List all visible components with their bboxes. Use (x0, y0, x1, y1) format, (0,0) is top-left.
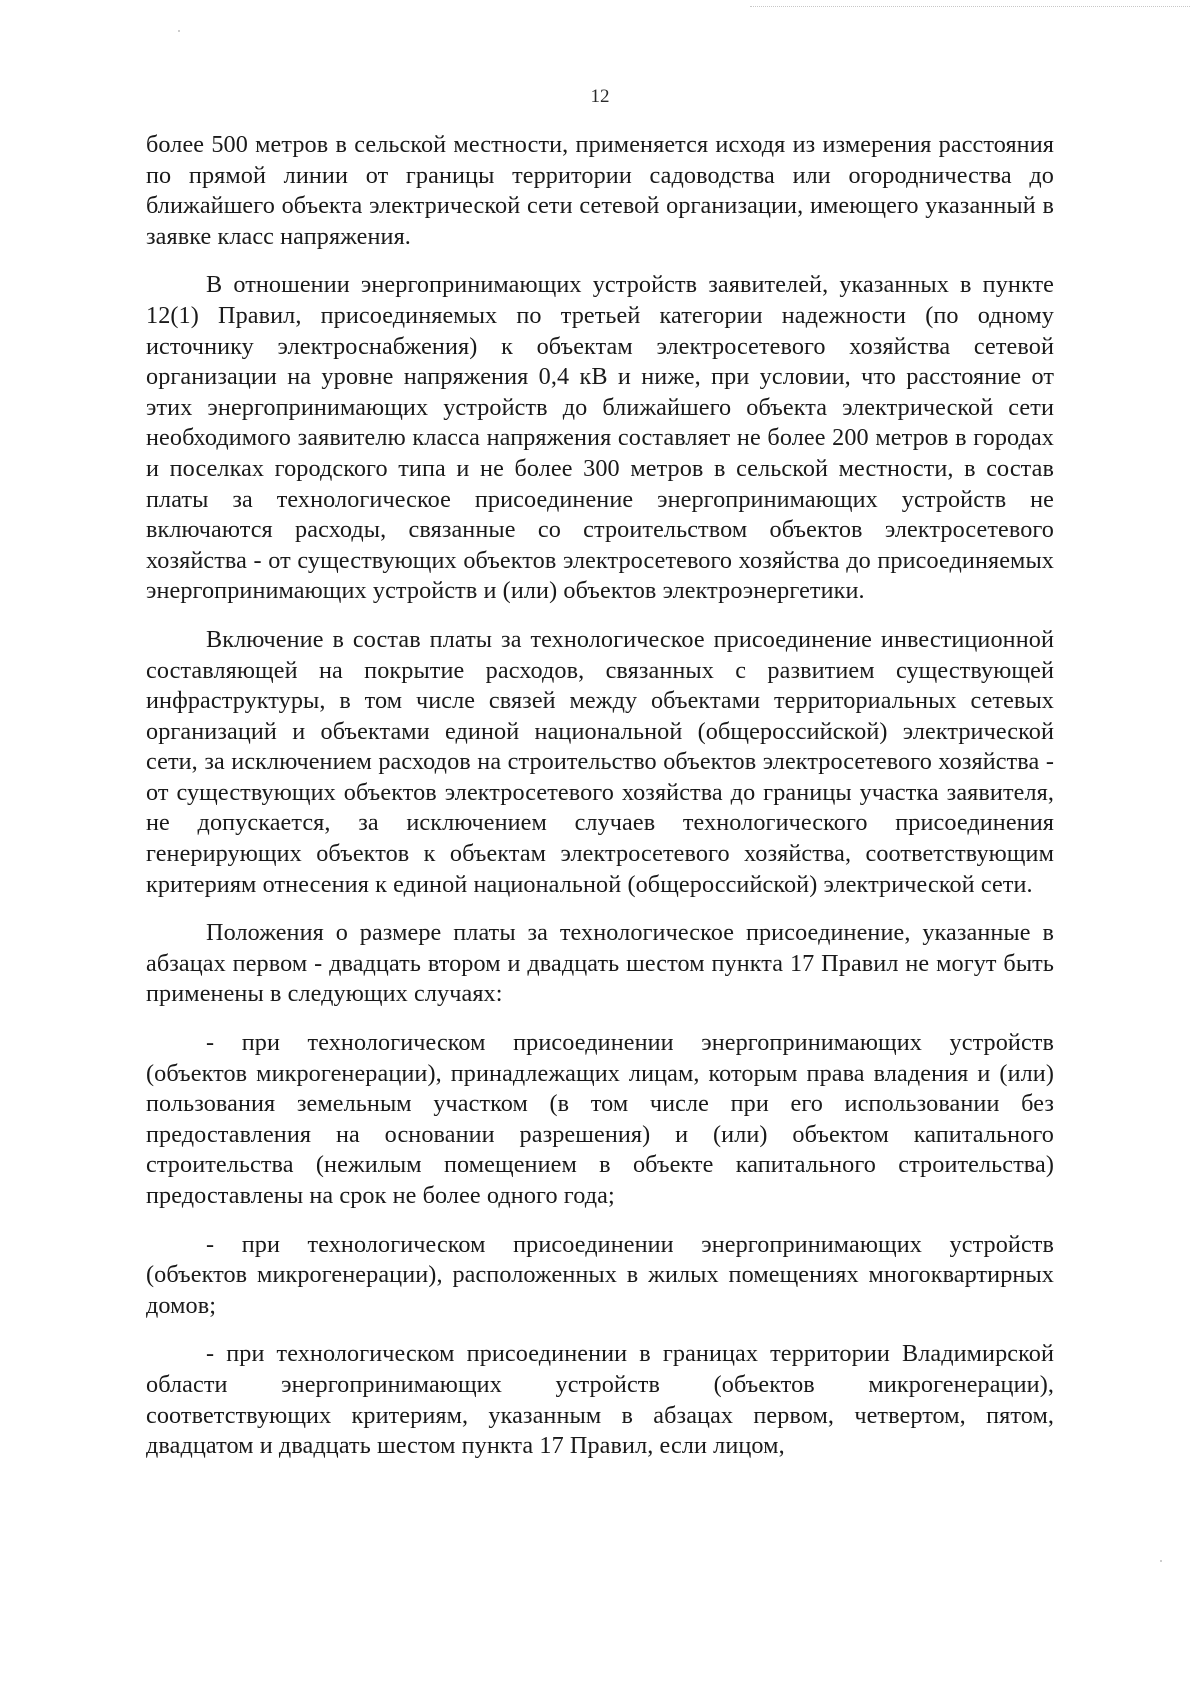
paragraph: В отношении энергопринимающих устройств заявителей, указанных в пункте 12(1) Правил, присоединяемых по третьей категории надежности (по одному источнику электроснабжения) к объектам электросетевого хозяйства сетевой организации на уровне напряжения 0,4 кВ и ниже, при условии, что расстояние от этих энергопринимающих устройств до ближайшего объекта электрической сети необходимого заявителю класса напряжения составляет не более 200 метров в городах и поселках городского типа и не более 300 метров в сельской местности, в состав платы за технологическое присоединение энергопринимающих устройств не включаются расходы, связанные со строительством объектов электросетевого хозяйства - от существующих объектов электросетевого хозяйства до присоединяемых энергопринимающих устройств и (или) объектов электроэнергетики. (146, 271, 1054, 605)
paragraph-continuation: более 500 метров в сельской местности, применяется исходя из измерения расстояния по прямой линии от границы территории садоводства или огородничества до ближайшего объекта электрической сети сетевой организации, имеющего указанный в заявке класс напряжения. (146, 131, 1054, 250)
list-item: - при технологическом присоединении энергопринимающих устройств (объектов микрогенерации), принадлежащих лицам, которым права владения и (или) пользования земельным участком (в том числе при его использовании без предоставления на основании разрешения) и (или) объектом капитального строительства (нежилым помещением в объекте капитального строительства) предоставлены на срок не более одного года; (146, 1029, 1054, 1209)
scan-artifact (750, 6, 1190, 10)
list-item: - при технологическом присоединении в границах территории Владимирской области энергопринимающих устройств (объектов микрогенерации), соответствующих критериям, указанным в абзацах первом, четвертом, пятом, двадцатом и двадцать шестом пункта 17 Правил, если лицом, (146, 1340, 1054, 1460)
page-number: 12 (590, 86, 610, 107)
document-body (146, 130, 1054, 1480)
scan-artifact-dot (178, 30, 180, 32)
paragraph: Включение в состав платы за технологическое присоединение инвестиционной составляющей на покрытие расходов, связанных с развитием существующей инфраструктуры, в том числе связей между объектами территориальных сетевых организаций и объектами единой национальной (общероссийской) электрической сети, за исключением расходов на строительство объектов электросетевого хозяйства - от существующих объектов электросетевого хозяйства до границы участка заявителя, не допускается, за исключением случаев технологического присоединения генерирующих объектов к объектам электросетевого хозяйства, соответствующим критериям отнесения к единой национальной (общероссийской) электрической сети. (146, 625, 1054, 898)
paragraph: Положения о размере платы за технологическое присоединение, указанные в абзацах первом - двадцать втором и двадцать шестом пункта 17 Правил не могут быть применены в следующих случаях: (146, 919, 1054, 1008)
list-item: - при технологическом присоединении энергопринимающих устройств (объектов микрогенерации), расположенных в жилых помещениях многоквартирных домов; (146, 1230, 1054, 1319)
scan-artifact-dot (1160, 1560, 1162, 1562)
